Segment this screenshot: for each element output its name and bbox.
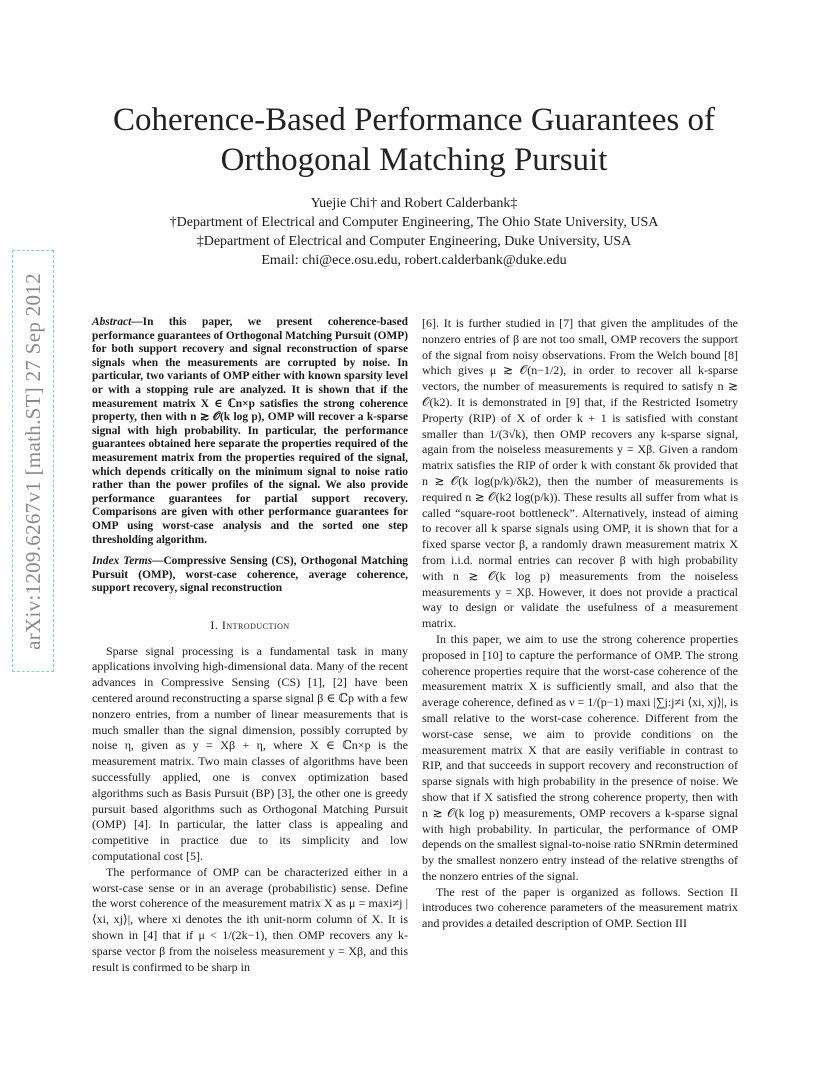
paper-title [70, 100, 758, 180]
intro-paragraph-2: The performance of OMP can be characterized either in a worst-case sense or in an average (probabilistic) sense. Define the worst coherence of the measurement matrix X as μ = maxi≠j |⟨xi, xj⟩|, where xi denotes the ith unit-norm column of X. It is shown in [4] that if μ < 1/(2k−1), then OMP recovers any k-sparse vector β from the noiseless measurement y = Xβ, and this result is confirmed to be sharp in [92, 864, 408, 974]
right-paragraph-2: In this paper, we aim to use the strong coherence properties proposed in [10] to capture the performance of OMP. The strong coherence properties require that the worst-case coherence of the measurement matrix X is sufficiently small, and also that the average coherence, defined as ν = 1/(p−1) maxi |∑j:j≠i ⟨xi, xj⟩|, is small relative to the worst-case coherence. Different from the worst-case sense, we aim to provide conditions on the measurement matrix X that are easily verifiable in contrast to RIP, and that succeeds in support recovery and reconstruction of sparse signals with high probability in the presence of noise. We show that if X satisfied the strong coherence property, then with n ≳ 𝒪(k log p) measurements, OMP recovers a k-sparse signal with high probability. In particular, the performance of OMP depends on the smallest signal-to-noise ratio SNRmin determined by the smallest nonzero entry instead of the relative strengths of the nonzero entries of the signal. [422, 631, 738, 883]
intro-paragraph-1: Sparse signal processing is a fundamental task in many applications involving high-dimensional data. Many of the recent advances in Compressive Sensing (CS) [1], [2] have been centered around reconstructing a sparse signal β ∈ ℂp with a few nonzero entries, from a number of linear measurements that is much smaller than the signal dimension, possibly corrupted by noise η, given as y = Xβ + η, where X ∈ ℂn×p is the measurement matrix. Two main classes of algorithms have been successfully applied, one is convex optimization based algorithms such as Basis Pursuit (BP) [3], the other one is greedy pursuit based algorithms such as Orthogonal Matching Pursuit (OMP) [4]. In particular, the latter class is appealing and competitive in practice due to its simplicity and low computational cost [5]. [92, 643, 408, 864]
abstract [92, 316, 408, 547]
affiliation-duke: ‡Department of Electrical and Computer Engineering, Duke University, USA [196, 234, 632, 249]
arxiv-identifier: arXiv:1209.6267v1 [math.ST] 27 Sep 2012 [20, 272, 45, 650]
left-column [92, 316, 408, 975]
section-heading-introduction: I. Introduction [210, 617, 290, 632]
arxiv-identifier-stamp [12, 250, 54, 672]
right-paragraph-3: The rest of the paper is organized as follows. Section II introduces two coherence parameters of the measurement matrix and provides a detailed description of OMP. Section III [422, 884, 738, 931]
abstract-label: Abstract [92, 316, 132, 328]
right-column [422, 316, 738, 932]
right-paragraph-1: [6]. It is further studied in [7] that given the amplitudes of the nonzero entries of β are not too small, OMP recovers the support of the signal from noisy observations. From the Welch bound [8] which gives μ ≳ 𝒪(n−1/2), in order to recover all k-sparse vectors, the number of measurements is required to satisfy n ≳ 𝒪(k2). It is demonstrated in [9] that, if the Restricted Isometry Property (RIP) of X of order k + 1 is satisfied with constant smaller than 1/(3√k), then OMP recovers any k-sparse signal, again from the noiseless measurements y = Xβ. Given a random matrix satisfies the RIP of order k with constant δk provided that n ≳ 𝒪(k log(p/k)/δk2), then the number of measurements is required n ≳ 𝒪(k2 log(p/k)). These results all suffer from what is called “square-root bottleneck”. Alternatively, instead of aiming to recover all k sparse signals using OMP, it is shown that for a fixed sparse vector β, a randomly drawn measurement matrix X from i.i.d. normal entries can recover β with high probability with n ≳ 𝒪(k log p) measurements from the noiseless measurements y = Xβ. However, it does not provide a practical way to design or validate the usefulness of a measurement matrix. [422, 316, 738, 631]
index-terms-text: —Compressive Sensing (CS), Orthogonal Matching Pursuit (OMP), worst-case coherence, average coherence, support recovery, signal reconstruction [92, 555, 408, 595]
index-terms [92, 555, 408, 596]
abstract-text: —In this paper, we present coherence-based performance guarantees of Orthogonal Matching Pursuit (OMP) for both support recovery and signal reconstruction of sparse signals when the measurements are corrupted by noise. In particular, two variants of OMP either with known sparsity level or with a stopping rule are analyzed. It is shown that if the measurement matrix X ∈ ℂn×p satisfies the strong coherence property, then with n ≳ 𝒪(k log p), OMP will recover a k-sparse signal with high probability. In particular, the performance guarantees obtained here separate the properties required of the measurement matrix from the properties required of the signal, which depends critically on the minimum signal to noise ratio rather than the power profiles of the signal. We also provide performance guarantees for partial support recovery. Comparisons are given with other performance guarantees for OMP using worst-case analysis and the sorted one step thresholding algorithm. [92, 316, 408, 546]
author-emails: Email: chi@ece.osu.edu, robert.calderbank@duke.edu [261, 253, 567, 268]
index-terms-label: Index Terms [92, 555, 153, 568]
authors: Yuejie Chi† and Robert Calderbank‡ [310, 196, 518, 211]
affiliation-osu: †Department of Electrical and Computer Engineering, The Ohio State University, USA [169, 215, 659, 230]
title-line-1: Coherence-Based Performance Guarantees of [113, 102, 715, 138]
title-line-2: Orthogonal Matching Pursuit [220, 142, 608, 178]
